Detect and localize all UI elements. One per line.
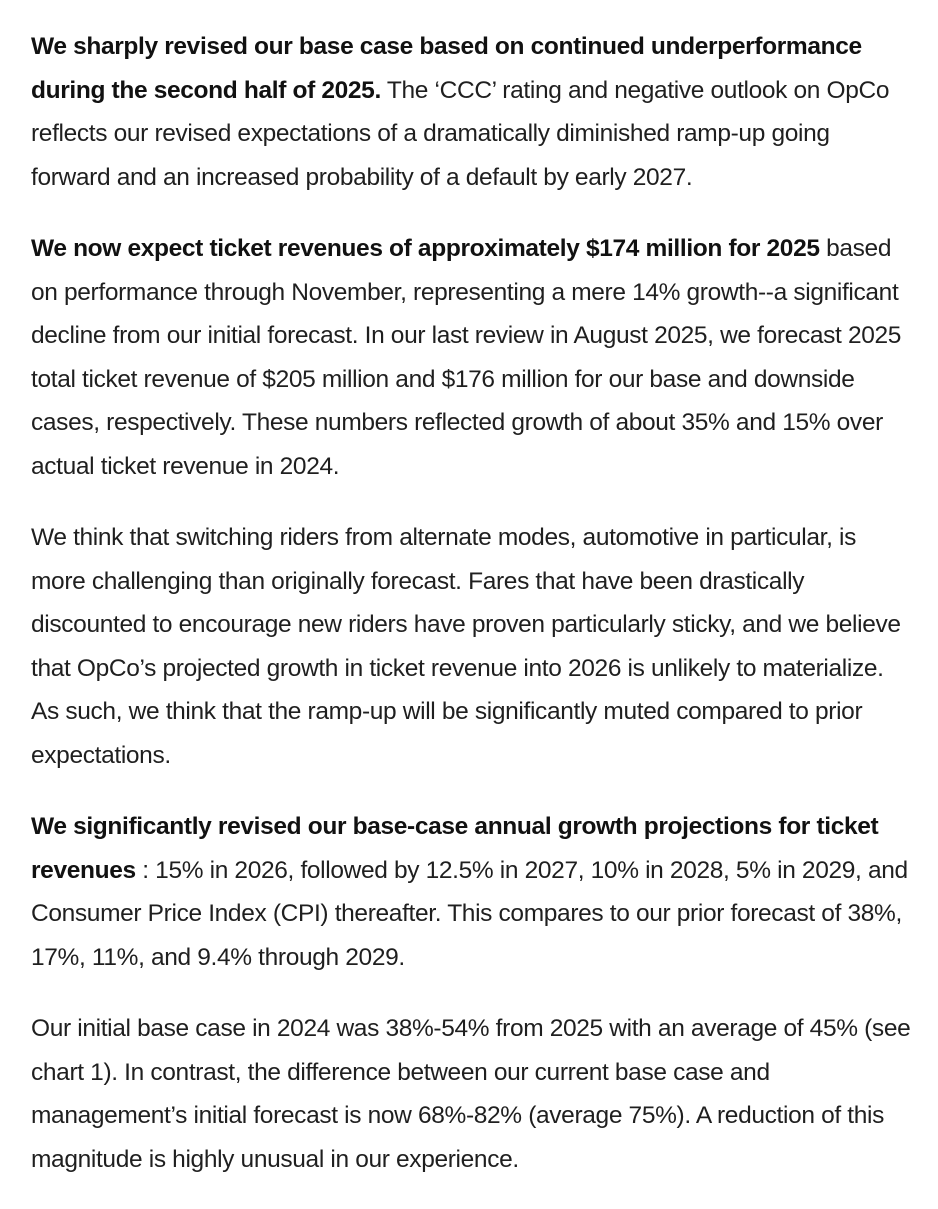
paragraph-base-case-revision	[31, 25, 911, 199]
paragraph-ticket-revenue-2025	[31, 227, 911, 488]
paragraph-text: based on performance through November, representing a mere 14% growth--a significant decline from our initial forecast. In our last review in August 2025, we forecast 2025 total ticket revenue of $205 million and $176 million for our base and downside cases, respectively. These numbers reflected growth of about 35% and 15% over actual ticket revenue in 2024.	[31, 235, 902, 480]
paragraph-growth-projections	[31, 805, 911, 979]
paragraph-text: : 15% in 2026, followed by 12.5% in 2027, 10% in 2028, 5% in 2029, and Consumer Price Index (CPI) thereafter. This compares to our prior forecast of 38%, 17%, 11%, and 9.4% through 2029.	[31, 856, 908, 971]
paragraph-text: Our initial base case in 2024 was 38%-54% from 2025 with an average of 45% (see chart 1). In contrast, the difference between our current base case and management’s initial forecast is now 68%-82% (average 75%). A reduction of this magnitude is highly unusual in our experience.	[31, 1015, 911, 1173]
paragraph-text: The ‘CCC’ rating and negative outlook on OpCo reflects our revised expectations of a dramatically diminished ramp-up going forward and an increased probability of a default by early 2027.	[31, 76, 890, 191]
paragraph-lead: We significantly revised our base-case annual growth projections for ticket revenues	[31, 813, 879, 884]
article-body	[31, 25, 911, 1209]
paragraph-lead: We sharply revised our base case based on continued underperformance during the second half of 2025.	[31, 33, 862, 104]
paragraph-initial-base-case	[31, 1007, 911, 1181]
paragraph-lead: We now expect ticket revenues of approximately $174 million for 2025	[31, 235, 820, 262]
paragraph-rider-switching	[31, 516, 911, 777]
paragraph-text: We think that switching riders from alternate modes, automotive in particular, is more challenging than originally forecast. Fares that have been drastically discounted to encourage new riders have proven particularly sticky, and we believe that OpCo’s projected growth in ticket revenue into 2026 is unlikely to materialize. As such, we think that the ramp-up will be significantly muted compared to prior expectations.	[31, 524, 901, 769]
